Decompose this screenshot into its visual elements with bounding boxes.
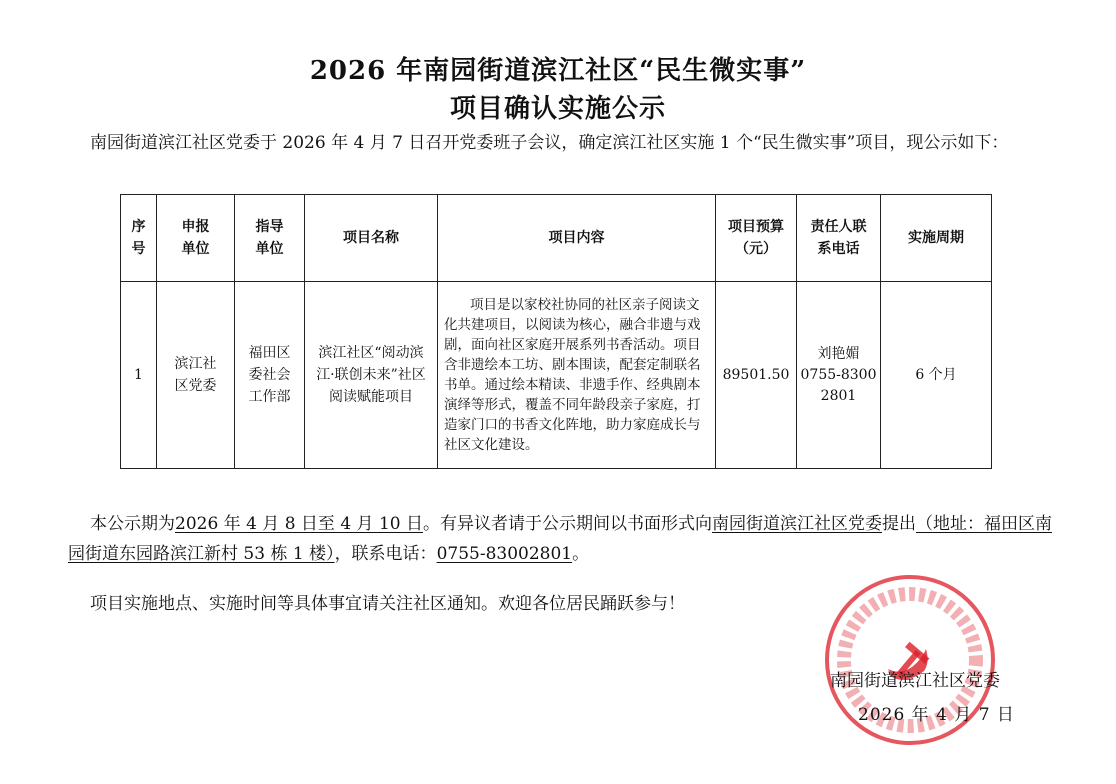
table-row — [121, 282, 992, 469]
signature-date: 2026 年 4 月 7 日 — [858, 705, 1015, 725]
header-period: 实施周期 — [881, 195, 992, 282]
contact-name: 刘艳媚 — [817, 345, 860, 362]
signature-org: 南园街道滨江社区党委 — [830, 671, 1000, 691]
cell-period: 6 个月 — [881, 282, 992, 469]
header-content: 项目内容 — [438, 195, 716, 282]
project-table — [120, 194, 992, 469]
cell-content: 项目是以家校社协同的社区亲子阅读文化共建项目，以阅读为核心，融合非遗与戏剧，面向社区家庭开展系列书香活动。项目含非遗绘本工坊、剧本围读，配套定制联名书单。通过绘本精读、非遗手作、经典剧本演绎等形式，覆盖不同年龄段亲子家庭，打造家门口的书香文化阵地，助力家庭成长与社区文化建设。 — [438, 282, 716, 469]
note-paragraph: 项目实施地点、实施时间等具体事宜请关注社区通知。欢迎各位居民踊跃参与！ — [90, 594, 685, 614]
header-seq: 序号 — [121, 195, 157, 282]
title-line-2: 项目确认实施公示 — [449, 94, 666, 124]
notice-address: （地址：福田区南园街道东园路滨江新村 53 栋 1 楼） — [68, 514, 1052, 564]
cell-contact — [797, 282, 881, 469]
header-budget: 项目预算（元） — [716, 195, 797, 282]
header-contact: 责任人联系电话 — [797, 195, 881, 282]
table-header-row — [121, 195, 992, 282]
cell-name: 滨江社区“阅动滨江·联创未来”社区阅读赋能项目 — [305, 282, 438, 469]
notice-period: 2026 年 4 月 8 日至 4 月 10 日 — [175, 514, 423, 534]
notice-org: 南园街道滨江社区党委 — [711, 514, 882, 534]
notice-paragraph: 本公示期为2026 年 4 月 8 日至 4 月 10 日。有异议者请于公示期间以书面形式向南园街道滨江社区党委提出（地址：福田区南园街道东园路滨江新村 53 栋 1 楼），联系电话：0755-83002801。 — [68, 514, 1052, 564]
header-applicant: 申报单位 — [157, 195, 235, 282]
cell-applicant: 滨江社区党委 — [157, 282, 235, 469]
notice-phone: 0755-83002801 — [436, 544, 573, 564]
header-guide: 指导单位 — [235, 195, 305, 282]
contact-phone: 0755-83002801 — [800, 366, 877, 404]
cell-guide: 福田区委社会工作部 — [235, 282, 305, 469]
intro-paragraph: 南园街道滨江社区党委于 2026 年 4 月 7 日召开党委班子会议，确定滨江社区实施 1 个“民生微实事”项目，现公示如下： — [90, 133, 1009, 153]
title-line-1: 2026 年南园街道滨江社区“民生微实事” — [309, 56, 807, 86]
header-name: 项目名称 — [305, 195, 438, 282]
cell-budget: 89501.50 — [716, 282, 797, 469]
cell-seq: 1 — [121, 282, 157, 469]
